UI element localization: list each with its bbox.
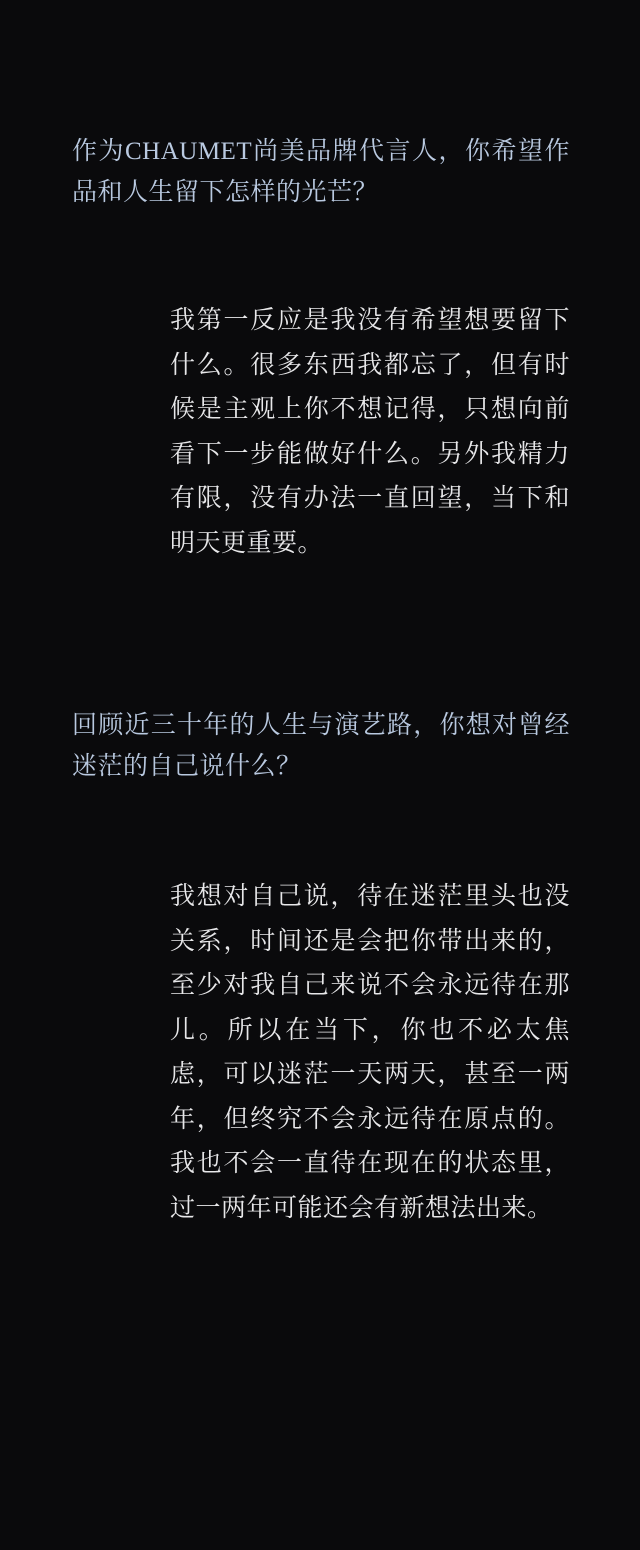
qa-gap-1 <box>0 213 640 299</box>
question-text-2: 回顾近三十年的人生与演艺路，你想对曾经迷茫的自己说什么？ <box>72 712 570 780</box>
block-gap <box>0 566 640 706</box>
top-spacer <box>0 0 640 132</box>
qa-block-2 <box>0 706 640 1231</box>
answer-text-1: 我第一反应是我没有希望想要留下什么。很多东西我都忘了，但有时候是主观上你不想记得，只想向前看下一步能做好什么。另外我精力有限，没有办法一直回望，当下和明天更重要。 <box>170 307 570 557</box>
qa-block-1 <box>0 132 640 566</box>
answer-text-2: 我想对自己说，待在迷茫里头也没关系，时间还是会把你带出来的，至少对我自己来说不会永远待在那儿。所以在当下，你也不必太焦虑，可以迷茫一天两天，甚至一两年，但终究不会永远待在原点的。我也不会一直待在现在的状态里，过一两年可能还会有新想法出来。 <box>170 883 570 1222</box>
question-text-1: 作为CHAUMET尚美品牌代言人，你希望作品和人生留下怎样的光芒？ <box>72 138 570 206</box>
qa-gap-2 <box>0 787 640 875</box>
